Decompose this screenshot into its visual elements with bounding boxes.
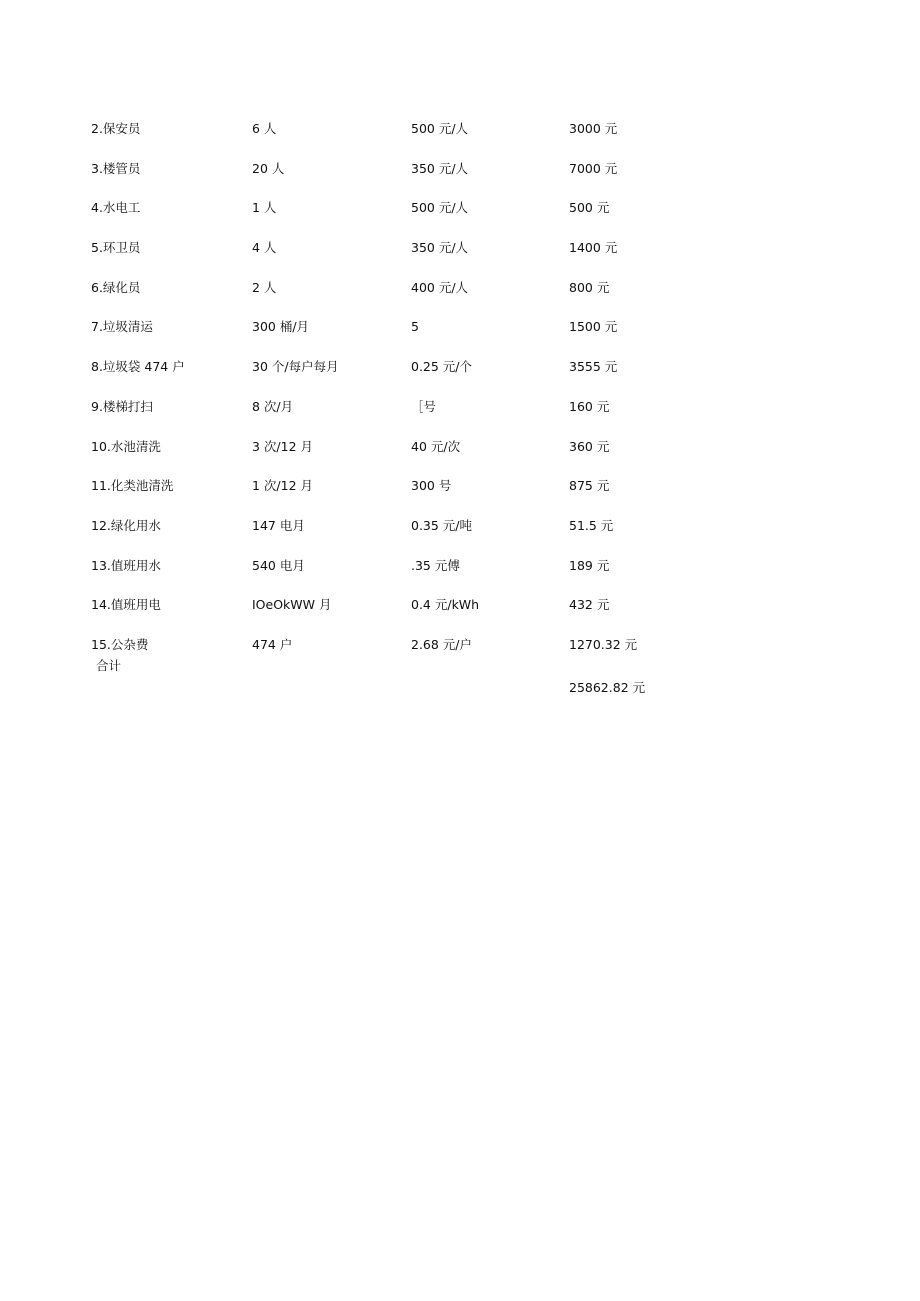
item-unit-price: 2.68 元/户: [411, 636, 473, 652]
item-name: 12.绿化用水: [91, 517, 161, 533]
item-quantity: 6 人: [252, 121, 277, 136]
item-quantity: 8 次/月: [252, 398, 294, 414]
item-amount: 1270.32 元: [569, 636, 638, 652]
table-row: [91, 195, 691, 235]
item-name: 2.保安员: [91, 121, 141, 136]
item-name: 11.化类池清洗: [91, 478, 174, 494]
item-unit-price: 300 号: [411, 478, 452, 494]
item-quantity: 20 人: [252, 160, 285, 176]
item-amount: 500 元: [569, 200, 610, 216]
total-value: 25862.82 元: [569, 680, 646, 695]
table-row: [91, 116, 691, 156]
item-quantity: 1 次/12 月: [252, 478, 314, 494]
item-unit-price: 400 元/人: [411, 279, 469, 295]
item-name: 14.值班用电: [91, 597, 161, 613]
item-unit-price: 40 元/次: [411, 438, 461, 454]
item-unit-price: 0.4 元/kWh: [411, 597, 480, 613]
item-unit-price: 5: [411, 319, 419, 335]
item-quantity: IOeOkWW 月: [252, 597, 332, 613]
item-quantity: 300 桶/月: [252, 319, 310, 335]
cost-table: [91, 116, 691, 672]
table-row: [91, 632, 691, 672]
item-name: 3.楼管员: [91, 160, 141, 176]
item-quantity: 147 电月: [252, 517, 305, 533]
item-unit-price: 350 元/人: [411, 240, 469, 256]
table-row: [91, 314, 691, 354]
item-unit-price: 0.25 元/个: [411, 359, 473, 375]
item-amount: 360 元: [569, 438, 610, 454]
item-amount: 51.5 元: [569, 517, 614, 533]
item-name: 8.垃圾袋 474 户: [91, 359, 185, 375]
item-amount: 160 元: [569, 398, 610, 414]
item-amount: 3555 元: [569, 359, 618, 375]
item-unit-price: 500 元/人: [411, 200, 469, 216]
item-name: 10.水池清洗: [91, 438, 161, 454]
table-row: [91, 354, 691, 394]
item-amount: 7000 元: [569, 160, 618, 176]
item-quantity: 30 个/每户每月: [252, 359, 339, 375]
item-amount: 3000 元: [569, 121, 618, 136]
item-quantity: 474 户: [252, 636, 293, 652]
item-name: 5.环卫员: [91, 240, 141, 256]
table-row: [91, 434, 691, 474]
table-row: [91, 473, 691, 513]
item-amount: 800 元: [569, 279, 610, 295]
item-unit-price: 350 元/人: [411, 160, 469, 176]
table-row: [91, 592, 691, 632]
item-unit-price: .35 元傅: [411, 557, 460, 573]
table-row: [91, 275, 691, 315]
item-quantity: 2 人: [252, 279, 277, 295]
table-row: [91, 235, 691, 275]
item-amount: 1500 元: [569, 319, 618, 335]
item-unit-price: 500 元/人: [411, 121, 469, 136]
item-name: 7.垃圾清运: [91, 319, 153, 335]
item-name: 15.公杂费: [91, 636, 149, 652]
item-amount: 189 元: [569, 557, 610, 573]
item-unit-price: ［号: [411, 398, 437, 414]
item-name: 4.水电工: [91, 200, 141, 216]
item-name: 9.楼梯打扫: [91, 398, 153, 414]
item-amount: 875 元: [569, 478, 610, 494]
table-row: [91, 553, 691, 593]
item-name: 6.绿化员: [91, 279, 141, 295]
total-label: 合计: [96, 658, 122, 673]
item-unit-price: 0.35 元/吨: [411, 517, 473, 533]
item-quantity: 1 人: [252, 200, 277, 216]
table-row: [91, 513, 691, 553]
item-name: 13.值班用水: [91, 557, 161, 573]
item-amount: 432 元: [569, 597, 610, 613]
item-amount: 1400 元: [569, 240, 618, 256]
item-quantity: 3 次/12 月: [252, 438, 314, 454]
table-row: [91, 156, 691, 196]
item-quantity: 4 人: [252, 240, 277, 256]
table-row: [91, 394, 691, 434]
item-quantity: 540 电月: [252, 557, 305, 573]
